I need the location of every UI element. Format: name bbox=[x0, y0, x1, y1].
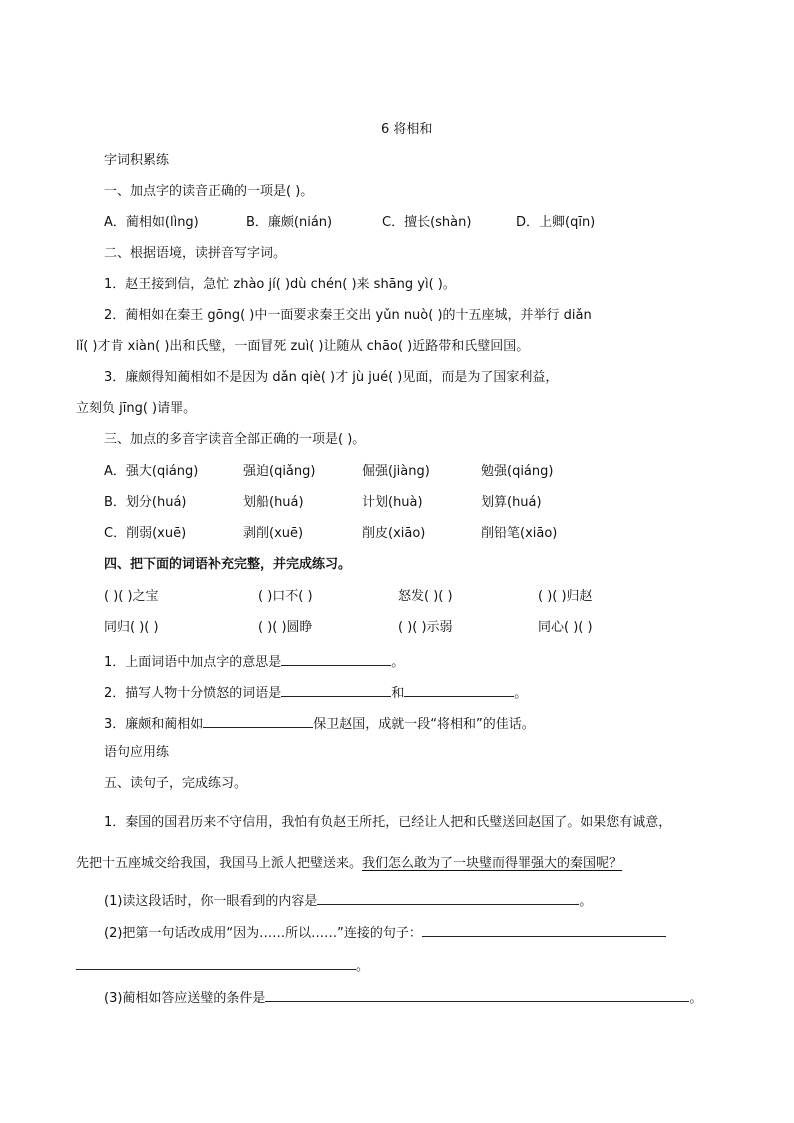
question-1-option-d: D．上卿(qīn) bbox=[516, 215, 596, 230]
question-2-line-2: 2．蔺相如在秦王 gōng( )中一面要求秦王交出 yǔn nuò( )的十五座城，并举行 diǎn bbox=[104, 308, 592, 323]
sub-question-text: 3．廉颇和蔺相如 bbox=[104, 717, 204, 732]
sub-question-text: (3)蔺相如答应送璧的条件是 bbox=[104, 991, 266, 1006]
question-3-option-b-word: 划船(huá) bbox=[243, 495, 304, 510]
question-4-sub-1 bbox=[104, 651, 404, 672]
question-3-option-c-word: 削铅笔(xiāo) bbox=[481, 526, 558, 541]
sub-question-text: (2)把第一句话改成用“因为……所以……”连接的句子： bbox=[104, 926, 422, 941]
question-3-option-b-word: 划算(huá) bbox=[481, 495, 542, 510]
idiom-blank-7[interactable]: ( )( )示弱 bbox=[398, 620, 453, 635]
question-2-line-1: 1．赵王接到信，急忙 zhào jí( )dù chén( )来 shāng yì( )。 bbox=[104, 277, 456, 292]
question-5-stem: 五、读句子，完成练习。 bbox=[104, 776, 248, 791]
question-1-stem: 一、加点字的读音正确的一项是( )。 bbox=[104, 184, 314, 199]
idiom-blank-6[interactable]: ( )( )圆睁 bbox=[258, 620, 313, 635]
question-4-stem: 四、把下面的词语补充完整，并完成练习。 bbox=[104, 557, 352, 572]
sub-question-text: 保卫赵国，成就一段“将相和”的佳话。 bbox=[313, 717, 535, 732]
question-3-stem: 三、加点的多音字读音全部正确的一项是( )。 bbox=[104, 432, 366, 447]
idiom-blank-4[interactable]: ( )( )归赵 bbox=[538, 589, 593, 604]
question-5-sub-2-cont bbox=[76, 955, 369, 976]
sub-question-text: 1．上面词语中加点字的意思是 bbox=[104, 655, 282, 670]
answer-blank[interactable] bbox=[422, 922, 666, 937]
passage-text: 先把十五座城交给我国，我国马上派人把璧送来。 bbox=[76, 856, 363, 871]
sub-question-text: 和 bbox=[391, 686, 405, 701]
idiom-blank-8[interactable]: 同心( )( ) bbox=[538, 620, 593, 635]
sub-question-end: 。 bbox=[391, 655, 405, 670]
question-1-option-c: C．擅长(shàn) bbox=[382, 215, 472, 230]
sub-question-end: 。 bbox=[356, 959, 370, 974]
idiom-blank-5[interactable]: 同归( )( ) bbox=[104, 620, 159, 635]
answer-blank[interactable] bbox=[404, 682, 514, 697]
answer-blank[interactable] bbox=[281, 682, 391, 697]
question-3-option-a-word: 勉强(qiáng) bbox=[481, 464, 554, 479]
sub-question-end: 。 bbox=[689, 991, 703, 1006]
idiom-blank-3[interactable]: 怒发( )( ) bbox=[398, 589, 453, 604]
section-heading-vocabulary: 字词积累练 bbox=[104, 153, 170, 168]
question-3-option-a-word: 强迫(qiǎng) bbox=[243, 464, 316, 479]
sub-question-end: 。 bbox=[514, 686, 528, 701]
question-2-line-4: 3．廉颇得知蔺相如不是因为 dǎn qiè( )才 jù jué( )见面，而是为了国家利益， bbox=[104, 370, 559, 385]
question-2-line-5: 立刻负 jīng( )请罪。 bbox=[76, 401, 197, 416]
answer-blank[interactable] bbox=[76, 955, 356, 970]
question-5-sub-2 bbox=[104, 922, 666, 943]
question-3-option-c: C．削弱(xuē) bbox=[104, 526, 187, 541]
sub-question-text: (1)读这段话时，你一眼看到的内容是 bbox=[104, 894, 318, 909]
answer-blank[interactable] bbox=[203, 713, 313, 728]
reading-passage-line-2 bbox=[76, 855, 622, 873]
question-1-option-b: B．廉颇(nián) bbox=[246, 215, 333, 230]
question-3-option-c-word: 削皮(xiāo) bbox=[362, 526, 426, 541]
sub-question-text: 2．描写人物十分愤怒的词语是 bbox=[104, 686, 282, 701]
question-1-option-a: A．蔺相如(lìng) bbox=[104, 215, 199, 230]
reading-passage-line-1: 1．秦国的国君历来不守信用，我怕有负赵王所托，已经让人把和氏璧送回赵国了。如果您有诚意， bbox=[104, 815, 672, 830]
page-title: 6 将相和 bbox=[381, 122, 433, 137]
question-2-stem: 二、根据语境，读拼音写字词。 bbox=[104, 246, 287, 261]
question-3-option-b: B．划分(huá) bbox=[104, 495, 187, 510]
idiom-blank-1[interactable]: ( )( )之宝 bbox=[104, 589, 159, 604]
question-5-sub-3 bbox=[104, 987, 702, 1008]
question-3-option-c-word: 剥削(xuē) bbox=[243, 526, 304, 541]
answer-blank[interactable] bbox=[265, 987, 689, 1002]
question-5-sub-1 bbox=[104, 890, 592, 911]
answer-blank[interactable] bbox=[281, 651, 391, 666]
question-3-option-b-word: 计划(huà) bbox=[362, 495, 423, 510]
section-heading-sentence: 语句应用练 bbox=[104, 745, 170, 760]
question-3-option-a-word: 倔强(jiàng) bbox=[362, 464, 430, 479]
idiom-blank-2[interactable]: ( )口不( ) bbox=[258, 589, 313, 604]
question-4-sub-3 bbox=[104, 713, 535, 734]
question-3-option-a: A．强大(qiáng) bbox=[104, 464, 199, 479]
answer-blank[interactable] bbox=[317, 890, 579, 905]
question-4-sub-2 bbox=[104, 682, 527, 703]
underlined-sentence: 我们怎么敢为了一块璧而得罪强大的秦国呢？ bbox=[362, 856, 623, 871]
question-2-line-3: lǐ( )才肯 xiàn( )出和氏璧，一面冒死 zuì( )让随从 chāo( )近路带和氏璧回国。 bbox=[76, 339, 530, 354]
sub-question-end: 。 bbox=[579, 894, 593, 909]
